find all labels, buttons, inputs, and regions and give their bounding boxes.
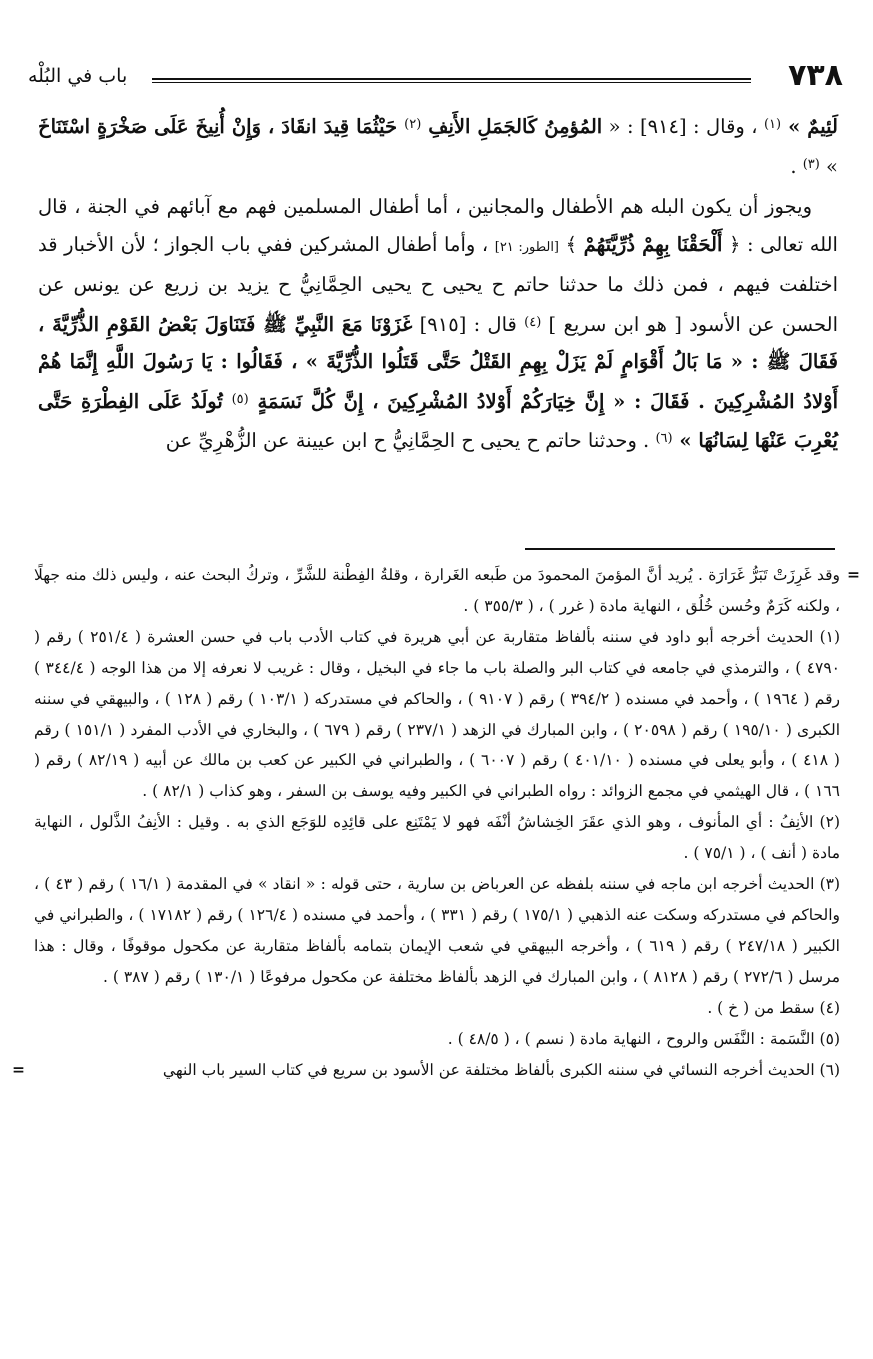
footnote-4: (٤) سقط من ( خ ) . xyxy=(707,998,840,1017)
quran-reference: [الطور: ٢١] xyxy=(494,239,560,255)
footnote-ref: (٢) xyxy=(404,117,422,132)
main-text xyxy=(38,106,838,460)
hadith-text: المُؤمِنُ كَالجَمَلِ الأَنِفِ xyxy=(421,115,603,138)
body-text: . وحدثنا حاتم ح يحيى ح الحِمَّانِيُّ ح ابن عيينة عن الزُّهْرِيِّ عن xyxy=(165,429,656,452)
paragraph-1 xyxy=(38,106,838,185)
footnote-ref: (٤) xyxy=(524,314,542,330)
hadith-text: حَيْثُمَا قِيدَ انقَادَ ، وَإِنْ أُنِيخَ عَلَى صَخْرَةٍ اسْتَنَاخَ xyxy=(38,115,405,138)
header-rule xyxy=(152,78,751,83)
footnote-ref: (٦) xyxy=(655,431,673,446)
footnote-continued: = وقد غَرِزَتْ تَبَرُّ غَرَارَة . يُريد أنَّ المؤمنَ المحمودَ من طَبعه الغَرارة ، وقلةُ الفِطْنة للشَّرِّ ، وتركُ البحث عنه ، وليس ذلك منه جهلًا ، ولكنه كَرَمٌ وحُسن خُلُق ، النهاية مادة ( غرر ) ، ( ٣٥٥/٣ ) . xyxy=(34,560,840,622)
hadith-text: غَزَوْنَا مَعَ النَّبِيِّ ﷺ فَتَنَاوَلَ بَعْضُ القَوْمِ الذُّرِّيَّةَ ، فَقَالَ ﷺ : « مَا بَالُ أَقْوَامٍ لَمْ يَزَلْ بِهِمِ القَتْلُ حَتَّى قَتَلُوا الذُّرِّيَّةَ » ، فَقَالُوا : يَا رَسُولَ اللَّهِ إِنَّمَا هُمْ أَوْلادُ المُشْرِكِينَ . فَقَالَ : « إِنَّ خِيَارَكُمْ أَوْلادُ المُشْرِكِينَ ، إِنَّ كُلَّ نَسَمَةٍ xyxy=(38,312,838,413)
body-text: ، وأما أطفال المشركين ففي باب الجواز ؛ لأن الأخبار قد اختلفت فيهم ، فمن ذلك ما حدثنا حاتم ح يحيى ح يحيى الحِمَّانِيُّ ح يزيد بن زريع عن يونس عن الحسن عن الأسود [ هو ابن سريع ] xyxy=(38,232,838,336)
body-text: قال : [٩١٥] xyxy=(412,312,525,336)
footnote-2: (٢) الأنِفُ : أي المأنوف ، وهو الذي عقَرَ الخِشاشُ أنْفَه فهو لا يَمْتَنِع على قائِدِه للوَجَع الذي به . وقيل : الأنِفُ الذَّلول ، النهاية مادة ( أنف ) ، ( ٧٥/١ ) . xyxy=(34,813,840,863)
footnote-separator xyxy=(525,548,835,550)
footnote-5: (٥) النَّسَمة : النَّفَس والروح ، النهاية مادة ( نسم ) ، ( ٤٨/٥ ) . xyxy=(447,1029,840,1048)
footnotes xyxy=(34,560,840,1085)
body-text: ويجوز أن يكون البله هم الأطفال والمجانين ، أما أطفال المسلمين فهم مع آبائهم في الجنة ، قال الله تعالى : ﴿ xyxy=(38,195,838,256)
body-text: ، وقال : [٩١٤] : « xyxy=(602,115,764,138)
footnote-ref: (١) xyxy=(763,117,782,132)
footnote-1: (١) الحديث أخرجه أبو داود في سننه بألفاظ متقاربة عن أبي هريرة في كتاب الأدب باب في حسن العشرة ( ٢٥١/٤ ) رقم ( ٤٧٩٠ ) ، والترمذي في جامعه في كتاب البر والصلة باب ما جاء في البخيل ، وقال : غريب لا نعرفه إلا من هذا الوجه ( ٣٤٤/٤ ) رقم ( ١٩٦٤ ) ، وأحمد في مسنده ( ٣٩٤/٢ ) رقم ( ٩١٠٧ ) ، والحاكم في مستدركه ( ١٠٣/١ ) رقم ( ١٢٨ ) ، والبيهقي في سننه الكبرى ( ١٩٥/١٠ ) رقم ( ٢٠٥٩٨ ) ، وابن المبارك في الزهد ( ٢٣٧/١ ) رقم ( ٦٧٩ ) ، والبخاري في الأدب المفرد ( ١٥١/١ ) رقم ( ٤١٨ ) ، وأبو يعلى في مسنده ( ٤٠١/١٠ ) رقم ( ٦٠٠٧ ) ، والطبراني في الكبير عن كعب بن مالك عن أبيه ( ٨٢/١٩ ) رقم ( ١٦٦ ) ، قال الهيثمي في مجمع الزوائد : رواه الطبراني في الكبير وفيه يوسف بن السفر ، وهو كذاب ( ٨٢/١ ) . xyxy=(34,627,841,801)
paragraph-2 xyxy=(38,188,838,460)
body-text: » xyxy=(819,154,838,178)
quran-verse: أَلْحَقْنَا بِهِمْ ذُرِّيَّتَهُمْ xyxy=(583,232,723,256)
footnote-ref: (٣) xyxy=(802,156,820,172)
running-title: باب في البُلْه xyxy=(28,65,128,87)
footnote-ref: (٥) xyxy=(231,391,249,407)
body-text: . xyxy=(790,154,803,178)
hadith-text: لَئِيمٌ » xyxy=(781,115,838,138)
page-number: ٧٣٨ xyxy=(788,58,843,93)
hadith-text: تُولَدُ عَلَى الفِطْرَةِ حَتَّى يُعْرِبَ عَنْهَا لِسَانُهَا » xyxy=(38,389,838,452)
page-header xyxy=(28,58,843,94)
body-text: ﴾ xyxy=(559,232,584,256)
footnote-6: (٦) الحديث أخرجه النسائي في سننه الكبرى بألفاظ مختلفة عن الأسود بن سريع في كتاب السير باب النهي = xyxy=(34,1055,840,1086)
footnote-3: (٣) الحديث أخرجه ابن ماجه في سننه بلفظه عن العرباض بن سارية ، حتى قوله : « انقاد » في المقدمة ( ١٦/١ ) رقم ( ٤٣ ) ، والحاكم في مستدركه وسكت عنه الذهبي ( ١٧٥/١ ) رقم ( ٣٣١ ) ، وأحمد في مسنده ( ١٢٦/٤ ) رقم ( ١٧١٨٢ ) ، والطبراني في الكبير ( ٢٤٧/١٨ ) رقم ( ٦١٩ ) ، وأخرجه البيهقي في شعب الإيمان بتمامه بألفاظ متقاربة عن مكحول موقوفًا ، وقال : هذا مرسل ( ٢٧٢/٦ ) رقم ( ٨١٢٨ ) ، وابن المبارك في الزهد بألفاظ مختلفة عن مكحول مرفوعًا ( ١٣٠/١ ) رقم ( ٣٨٧ ) . xyxy=(34,875,841,986)
